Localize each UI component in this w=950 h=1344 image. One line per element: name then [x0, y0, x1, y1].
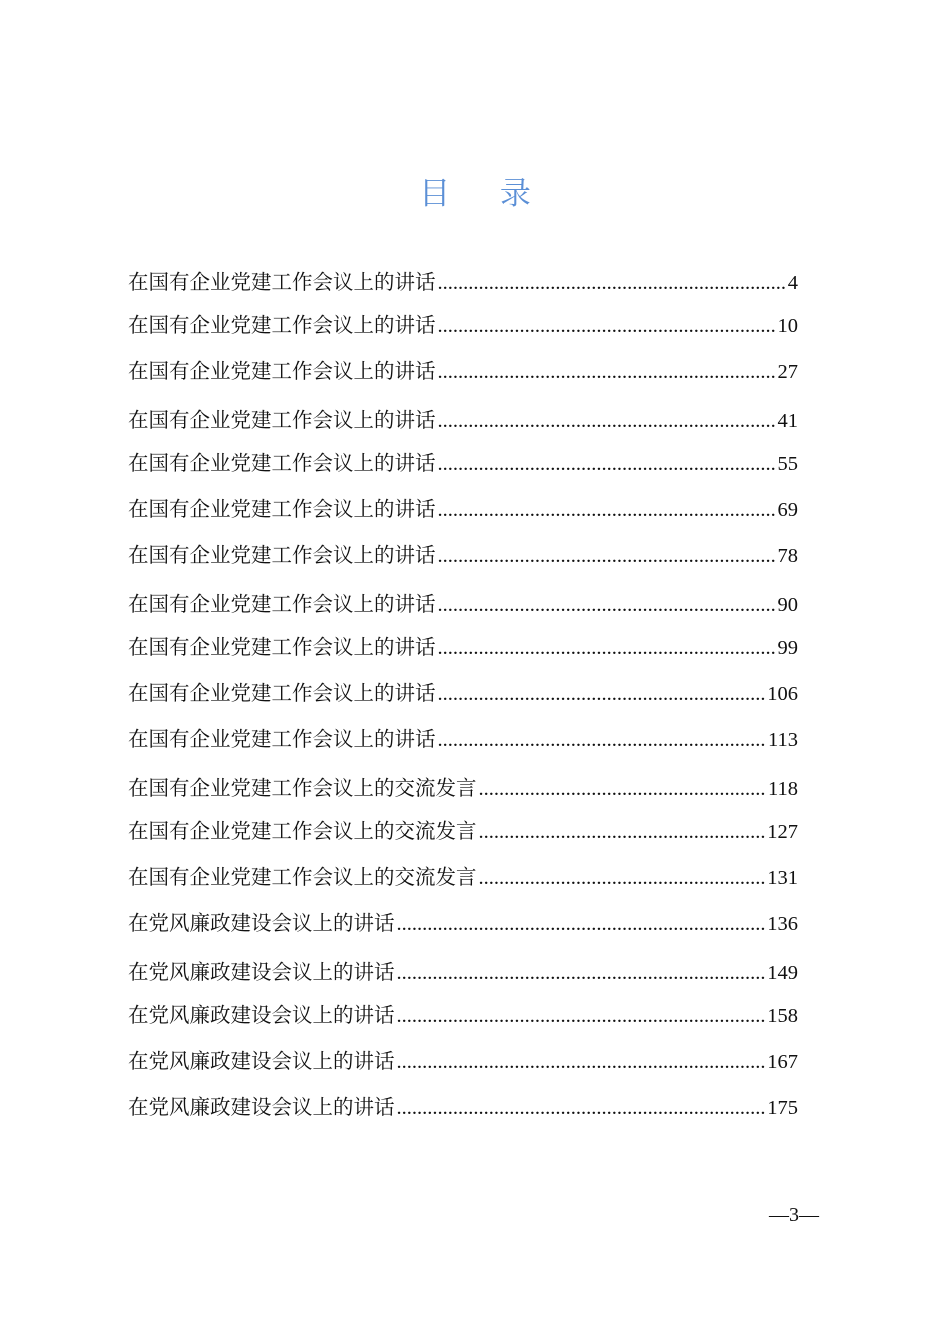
toc-entry-title: 在国有企业党建工作会议上的讲话 — [128, 451, 436, 475]
toc-entry-title: 在国有企业党建工作会议上的讲话 — [128, 681, 436, 705]
toc-entry-title: 在国有企业党建工作会议上的讲话 — [128, 727, 436, 751]
toc-dot-leader — [438, 405, 776, 437]
toc-entry-page: 158 — [767, 1005, 798, 1027]
toc-entry-page: 167 — [767, 1051, 798, 1073]
toc-entry[interactable] — [128, 677, 798, 709]
toc-entry-title: 在国有企业党建工作会议上的讲话 — [128, 313, 436, 337]
toc-entry[interactable] — [128, 588, 798, 620]
toc-entry-page: 41 — [777, 410, 798, 432]
toc-entry[interactable] — [128, 539, 798, 571]
toc-entry-title: 在国有企业党建工作会议上的讲话 — [128, 592, 436, 616]
toc-entry[interactable] — [128, 309, 798, 341]
toc-entry-title: 在党风廉政建设会议上的讲话 — [128, 1095, 395, 1119]
toc-entry-page: 131 — [767, 867, 798, 889]
page-number: —3— — [769, 1204, 819, 1226]
toc-entry-title: 在国有企业党建工作会议上的讲话 — [128, 408, 436, 432]
toc-entry[interactable] — [128, 999, 798, 1031]
toc-dot-leader — [397, 957, 766, 989]
toc-entry[interactable] — [128, 1091, 798, 1123]
toc-dot-leader — [397, 1046, 766, 1078]
toc-entry-page: 175 — [767, 1097, 798, 1119]
toc-entry[interactable] — [128, 907, 798, 939]
toc-entry-title: 在国有企业党建工作会议上的讲话 — [128, 497, 436, 521]
toc-dot-leader — [479, 862, 766, 894]
toc-entry[interactable] — [128, 723, 798, 755]
toc-entry[interactable] — [128, 493, 798, 525]
toc-title: 目 录 — [419, 176, 551, 212]
toc-dot-leader — [438, 267, 786, 299]
toc-entry-page: 4 — [787, 272, 798, 294]
toc-dot-leader — [438, 494, 776, 526]
toc-dot-leader — [438, 589, 776, 621]
toc-entry-page: 78 — [777, 545, 798, 567]
toc-entry[interactable] — [128, 355, 798, 387]
toc-entry-title: 在国有企业党建工作会议上的讲话 — [128, 270, 436, 294]
toc-entry-page: 106 — [767, 683, 798, 705]
toc-entry-title: 在国有企业党建工作会议上的讲话 — [128, 543, 436, 567]
toc-dot-leader — [438, 724, 767, 756]
toc-entry-title: 在党风廉政建设会议上的讲话 — [128, 960, 395, 984]
toc-entry-title: 在国有企业党建工作会议上的交流发言 — [128, 865, 477, 889]
toc-entry-page: 27 — [777, 361, 798, 383]
toc-entry[interactable] — [128, 266, 798, 298]
toc-entry[interactable] — [128, 956, 798, 988]
toc-dot-leader — [438, 678, 766, 710]
toc-entry-page: 149 — [767, 962, 798, 984]
toc-dot-leader — [438, 540, 776, 572]
toc-entry-page: 69 — [777, 499, 798, 521]
toc-entry-page: 10 — [777, 315, 798, 337]
toc-entry[interactable] — [128, 631, 798, 663]
toc-entry-page: 99 — [777, 637, 798, 659]
toc-dot-leader — [397, 1092, 766, 1124]
toc-dot-leader — [479, 773, 767, 805]
toc-entry-title: 在国有企业党建工作会议上的讲话 — [128, 359, 436, 383]
toc-dot-leader — [397, 908, 766, 940]
toc-entry[interactable] — [128, 815, 798, 847]
toc-entry-title: 在国有企业党建工作会议上的交流发言 — [128, 819, 477, 843]
toc-entry-page: 113 — [768, 729, 798, 751]
toc-dot-leader — [438, 310, 776, 342]
toc-entry[interactable] — [128, 447, 798, 479]
toc-dot-leader — [397, 1000, 766, 1032]
toc-entry-title: 在党风廉政建设会议上的讲话 — [128, 911, 395, 935]
toc-entry[interactable] — [128, 1045, 798, 1077]
toc-entry-page: 127 — [767, 821, 798, 843]
toc-entry[interactable] — [128, 404, 798, 436]
toc-entry[interactable] — [128, 861, 798, 893]
toc-entry-title: 在国有企业党建工作会议上的交流发言 — [128, 776, 477, 800]
toc-dot-leader — [438, 632, 776, 664]
toc-dot-leader — [479, 816, 766, 848]
toc-entry-title: 在国有企业党建工作会议上的讲话 — [128, 635, 436, 659]
toc-dot-leader — [438, 356, 776, 388]
toc-entry-page: 136 — [767, 913, 798, 935]
toc-entry-title: 在党风廉政建设会议上的讲话 — [128, 1003, 395, 1027]
toc-dot-leader — [438, 448, 776, 480]
toc-entry-page: 118 — [768, 778, 798, 800]
toc-entry-title: 在党风廉政建设会议上的讲话 — [128, 1049, 395, 1073]
toc-entry[interactable] — [128, 772, 798, 804]
toc-entry-page: 55 — [777, 453, 798, 475]
toc-entry-page: 90 — [777, 594, 798, 616]
